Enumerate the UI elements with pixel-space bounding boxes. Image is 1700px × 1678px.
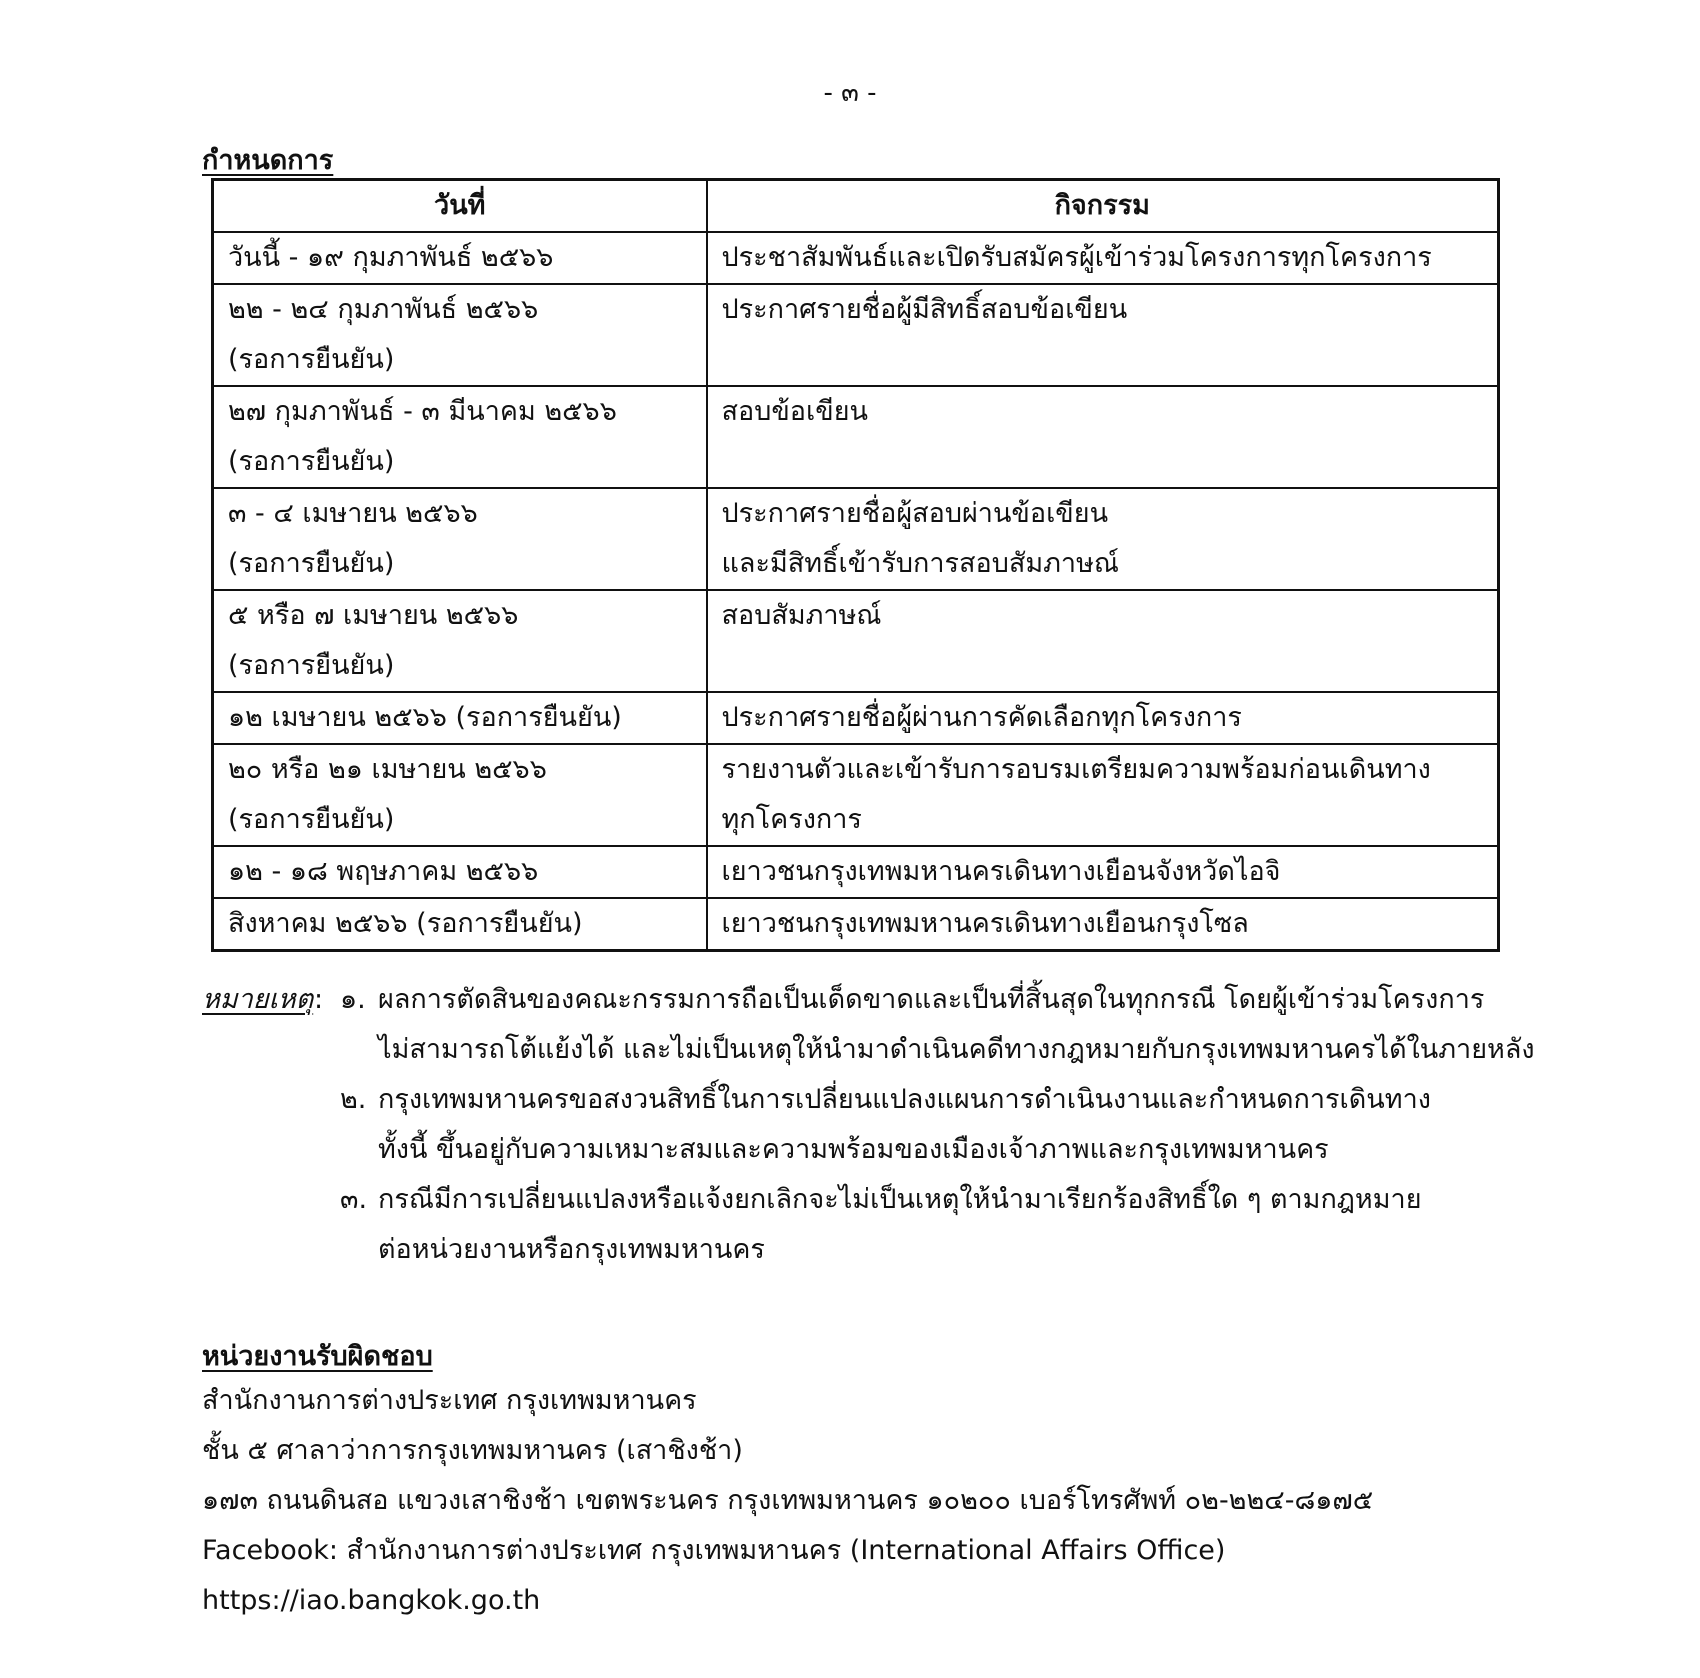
notes-list bbox=[202, 975, 1542, 1275]
website-url[interactable]: https://iao.bangkok.go.th bbox=[202, 1585, 541, 1616]
schedule-date-line: ๑๒ เมษายน ๒๕๖๖ (รอการยืนยัน) bbox=[228, 702, 622, 733]
notes-colon: : bbox=[314, 984, 324, 1015]
schedule-date-cell bbox=[213, 232, 707, 284]
contact-line: ๑๗๓ ถนนดินสอ แขวงเสาชิงช้า เขตพระนคร กรุงเทพมหานคร ๑๐๒๐๐ เบอร์โทรศัพท์ ๐๒-๒๒๔-๘๑๗๕ bbox=[202, 1485, 1374, 1516]
schedule-date-cell bbox=[213, 590, 707, 692]
schedule-date-cell bbox=[213, 846, 707, 898]
table-row bbox=[213, 590, 1499, 692]
note-item bbox=[202, 1175, 1542, 1275]
contact-block bbox=[202, 1376, 1373, 1626]
schedule-date-line: (รอการยืนยัน) bbox=[228, 548, 395, 579]
note-text-line: ต่อหน่วยงานหรือกรุงเทพมหานคร bbox=[378, 1234, 765, 1265]
note-text-line: กรณีมีการเปลี่ยนแปลงหรือแจ้งยกเลิกจะไม่เป็นเหตุให้นำมาเรียกร้องสิทธิ์ใด ๆ ตามกฎหมาย bbox=[378, 1184, 1422, 1215]
schedule-activity-line: รายงานตัวและเข้ารับการอบรมเตรียมความพร้อมก่อนเดินทาง bbox=[721, 754, 1431, 785]
note-item bbox=[202, 1075, 1542, 1175]
schedule-date-line: ๒๒ - ๒๔ กุมภาพันธ์ ๒๕๖๖ bbox=[228, 294, 539, 325]
contact-line: Facebook: สำนักงานการต่างประเทศ กรุงเทพมหานคร (International Affairs Office) bbox=[202, 1535, 1226, 1566]
schedule-table bbox=[211, 178, 1500, 952]
contact-line: ชั้น ๕ ศาลาว่าการกรุงเทพมหานคร (เสาชิงช้า) bbox=[202, 1435, 743, 1466]
schedule-date-line: (รอการยืนยัน) bbox=[228, 650, 395, 681]
schedule-activity-line: ประกาศรายชื่อผู้มีสิทธิ์สอบข้อเขียน bbox=[721, 294, 1128, 325]
table-row bbox=[213, 488, 1499, 590]
schedule-date-line: ๑๒ - ๑๘ พฤษภาคม ๒๕๖๖ bbox=[228, 856, 539, 887]
note-text-line: กรุงเทพมหานครขอสงวนสิทธิ์ในการเปลี่ยนแปลงแผนการดำเนินงานและกำหนดการเดินทาง bbox=[378, 1084, 1431, 1115]
schedule-activity-line: สอบสัมภาษณ์ bbox=[721, 600, 882, 631]
schedule-activity-line: และมีสิทธิ์เข้ารับการสอบสัมภาษณ์ bbox=[721, 548, 1119, 579]
note-number: ๓. bbox=[340, 1184, 368, 1215]
note-number: ๑. bbox=[340, 984, 366, 1015]
notes-label: หมายเหตุ bbox=[202, 984, 314, 1015]
schedule-date-line: (รอการยืนยัน) bbox=[228, 446, 395, 477]
schedule-date-cell bbox=[213, 744, 707, 846]
table-row bbox=[213, 846, 1499, 898]
schedule-date-line: ๒๗ กุมภาพันธ์ - ๓ มีนาคม ๒๕๖๖ bbox=[228, 396, 617, 427]
table-row bbox=[213, 692, 1499, 744]
schedule-activity-cell bbox=[707, 232, 1499, 284]
table-row bbox=[213, 232, 1499, 284]
note-text-line: ผลการตัดสินของคณะกรรมการถือเป็นเด็ดขาดและเป็นที่สิ้นสุดในทุกกรณี โดยผู้เข้าร่วมโครงการ bbox=[378, 984, 1485, 1015]
notes-section bbox=[202, 975, 1542, 1275]
schedule-activity-cell bbox=[707, 744, 1499, 846]
schedule-activity-line: ทุกโครงการ bbox=[721, 804, 862, 835]
schedule-activity-cell bbox=[707, 284, 1499, 386]
schedule-date-line: ๕ หรือ ๗ เมษายน ๒๕๖๖ bbox=[228, 600, 519, 631]
schedule-date-cell bbox=[213, 692, 707, 744]
schedule-date-line: (รอการยืนยัน) bbox=[228, 804, 395, 835]
schedule-date-cell bbox=[213, 898, 707, 951]
schedule-heading: กำหนดการ bbox=[202, 145, 334, 176]
schedule-activity-line: สอบข้อเขียน bbox=[721, 396, 868, 427]
schedule-date-line: สิงหาคม ๒๕๖๖ (รอการยืนยัน) bbox=[228, 908, 583, 939]
note-item bbox=[202, 975, 1542, 1075]
schedule-date-line: ๓ - ๔ เมษายน ๒๕๖๖ bbox=[228, 498, 478, 529]
table-header-row bbox=[213, 180, 1499, 233]
column-header-date: วันที่ bbox=[213, 180, 707, 233]
schedule-body bbox=[213, 232, 1499, 951]
table-row bbox=[213, 386, 1499, 488]
schedule-activity-cell bbox=[707, 590, 1499, 692]
schedule-activity-line: เยาวชนกรุงเทพมหานครเดินทางเยือนกรุงโซล bbox=[721, 908, 1249, 939]
table-row bbox=[213, 898, 1499, 951]
schedule-activity-cell bbox=[707, 386, 1499, 488]
schedule-activity-line: ประชาสัมพันธ์และเปิดรับสมัครผู้เข้าร่วมโครงการทุกโครงการ bbox=[721, 242, 1432, 273]
schedule-date-cell bbox=[213, 284, 707, 386]
note-text-line: ทั้งนี้ ขึ้นอยู่กับความเหมาะสมและความพร้อมของเมืองเจ้าภาพและกรุงเทพมหานคร bbox=[378, 1134, 1329, 1165]
schedule-activity-line: ประกาศรายชื่อผู้ผ่านการคัดเลือกทุกโครงการ bbox=[721, 702, 1242, 733]
schedule-activity-line: เยาวชนกรุงเทพมหานครเดินทางเยือนจังหวัดไอจิ bbox=[721, 856, 1281, 887]
table-row bbox=[213, 284, 1499, 386]
page-number: - ๓ - bbox=[823, 78, 877, 108]
schedule-date-line: วันนี้ - ๑๙ กุมภาพันธ์ ๒๕๖๖ bbox=[228, 242, 554, 273]
schedule-activity-cell bbox=[707, 898, 1499, 951]
note-text-line: ไม่สามารถโต้แย้งได้ และไม่เป็นเหตุให้นำมาดำเนินคดีทางกฎหมายกับกรุงเทพมหานครได้ในภายหลัง bbox=[378, 1034, 1535, 1065]
schedule-activity-cell bbox=[707, 488, 1499, 590]
contact-line: สำนักงานการต่างประเทศ กรุงเทพมหานคร bbox=[202, 1385, 697, 1416]
responsible-heading: หน่วยงานรับผิดชอบ bbox=[202, 1341, 433, 1372]
schedule-date-line: (รอการยืนยัน) bbox=[228, 344, 395, 375]
schedule-activity-cell bbox=[707, 846, 1499, 898]
schedule-date-cell bbox=[213, 386, 707, 488]
column-header-activity: กิจกรรม bbox=[707, 180, 1499, 233]
schedule-activity-line: ประกาศรายชื่อผู้สอบผ่านข้อเขียน bbox=[721, 498, 1109, 529]
schedule-date-cell bbox=[213, 488, 707, 590]
schedule-date-line: ๒๐ หรือ ๒๑ เมษายน ๒๕๖๖ bbox=[228, 754, 547, 785]
schedule-activity-cell bbox=[707, 692, 1499, 744]
note-number: ๒. bbox=[340, 1084, 367, 1115]
table-row bbox=[213, 744, 1499, 846]
